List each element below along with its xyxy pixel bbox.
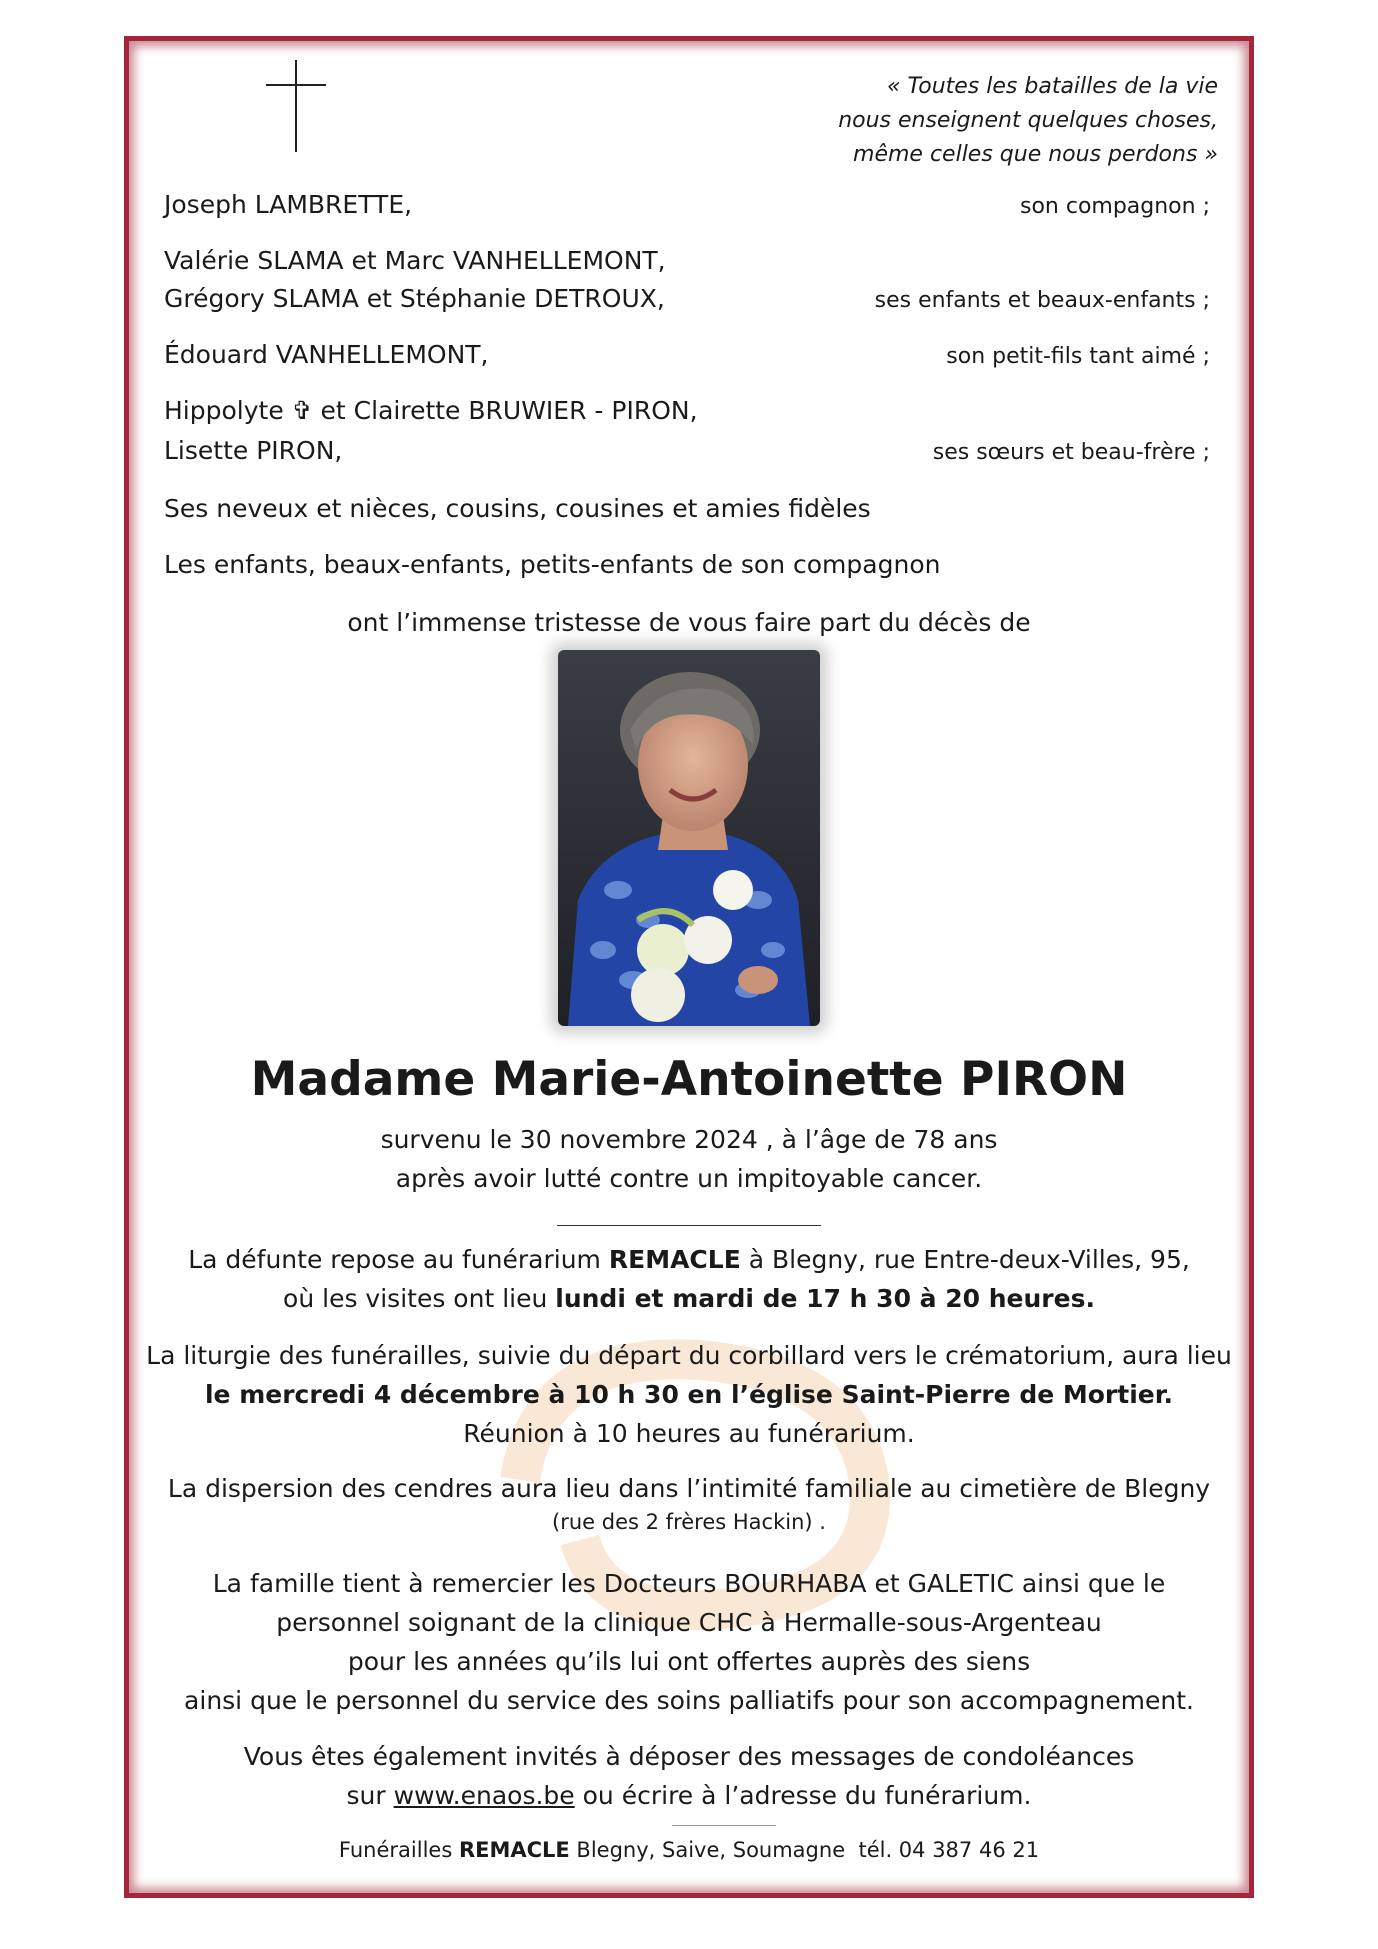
family-relation: son compagnon ; — [1019, 194, 1210, 219]
enaos-link[interactable]: www.enaos.be — [393, 1781, 575, 1810]
thanks-line: personnel soignant de la clinique CHC à Hermalle-sous-Argenteau — [276, 1608, 1102, 1637]
family-name: Valérie SLAMA et Marc VANHELLEMONT, — [164, 246, 666, 275]
condolences-line-1: Vous êtes également invités à déposer des messages de condoléances — [243, 1742, 1135, 1771]
family-relation: son petit-fils tant aimé ; — [946, 344, 1210, 369]
portrait-photo — [558, 650, 820, 1026]
quote-line: nous enseignent quelques choses, — [838, 108, 1218, 133]
thanks-line: ainsi que le personnel du service des soins palliatifs pour son accompagnement. — [184, 1686, 1194, 1715]
family-relation: ses sœurs et beau-frère ; — [932, 440, 1210, 465]
liturgy-line-3: Réunion à 10 heures au funérarium. — [463, 1419, 915, 1448]
footer-contact: Blegny, Saive, Soumagne tél. 04 387 46 21 — [569, 1838, 1040, 1862]
condolences-text: ou écrire à l’adresse du funérarium. — [574, 1781, 1032, 1810]
thanks-line: La famille tient à remercier les Docteurs BOURHABA et GALETIC ainsi que le — [212, 1569, 1166, 1598]
family-name: Lisette PIRON, — [164, 436, 343, 465]
condolences-text: sur — [346, 1781, 394, 1810]
visit-line-1 — [124, 1240, 1254, 1279]
footer-text: Funérailles — [338, 1838, 459, 1862]
visit-address: à Blegny, rue Entre-deux-Villes, 95, — [740, 1245, 1190, 1274]
liturgy-line-1: La liturgie des funérailles, suivie du départ du corbillard vers le crématorium, aura lieu — [146, 1341, 1232, 1370]
extra-family-line: Les enfants, beaux-enfants, petits-enfants de son compagnon — [164, 550, 941, 579]
family-name: Joseph LAMBRETTE, — [164, 190, 413, 219]
liturgy-line-2: le mercredi 4 décembre à 10 h 30 en l’église Saint-Pierre de Mortier. — [204, 1380, 1174, 1409]
visit-hours: lundi et mardi de 17 h 30 à 20 heures. — [555, 1284, 1095, 1313]
condolences-line-2 — [124, 1776, 1254, 1815]
dispersion-line-2: (rue des 2 frères Hackin) . — [552, 1510, 826, 1534]
visit-line-2 — [124, 1279, 1254, 1318]
visit-text: La défunte repose au funérarium — [188, 1245, 609, 1274]
footer — [124, 1838, 1254, 1862]
funeral-home-name: REMACLE — [608, 1245, 741, 1274]
family-name: Édouard VANHELLEMONT, — [164, 340, 489, 369]
epigraph-quote — [658, 70, 1218, 172]
family-relation: ses enfants et beaux-enfants ; — [874, 288, 1210, 313]
extra-family-line: Ses neveux et nièces, cousins, cousines et amies fidèles — [164, 494, 871, 523]
quote-line: même celles que nous perdons » — [853, 142, 1218, 167]
divider — [557, 1225, 821, 1226]
cause-line: après avoir lutté contre un impitoyable cancer. — [395, 1164, 983, 1193]
quote-line: « Toutes les batailles de la vie — [886, 74, 1218, 99]
thanks-line: pour les années qu’ils lui ont offertes auprès des siens — [347, 1647, 1031, 1676]
announcement: ont l’immense tristesse de vous faire part du décès de — [347, 608, 1031, 637]
dispersion-line-1: La dispersion des cendres aura lieu dans l’intimité familiale au cimetière de Blegny — [167, 1474, 1211, 1503]
deceased-name: Madame Marie-Antoinette PIRON — [250, 1052, 1128, 1107]
footer-divider — [672, 1825, 776, 1826]
death-date-line: survenu le 30 novembre 2024 , à l’âge de 78 ans — [380, 1125, 998, 1154]
visit-text: où les visites ont lieu — [283, 1284, 556, 1313]
footer-company: REMACLE — [458, 1838, 570, 1862]
family-name: Grégory SLAMA et Stéphanie DETROUX, — [164, 284, 665, 313]
family-name: Hippolyte ✞ et Clairette BRUWIER - PIRON, — [164, 396, 698, 425]
